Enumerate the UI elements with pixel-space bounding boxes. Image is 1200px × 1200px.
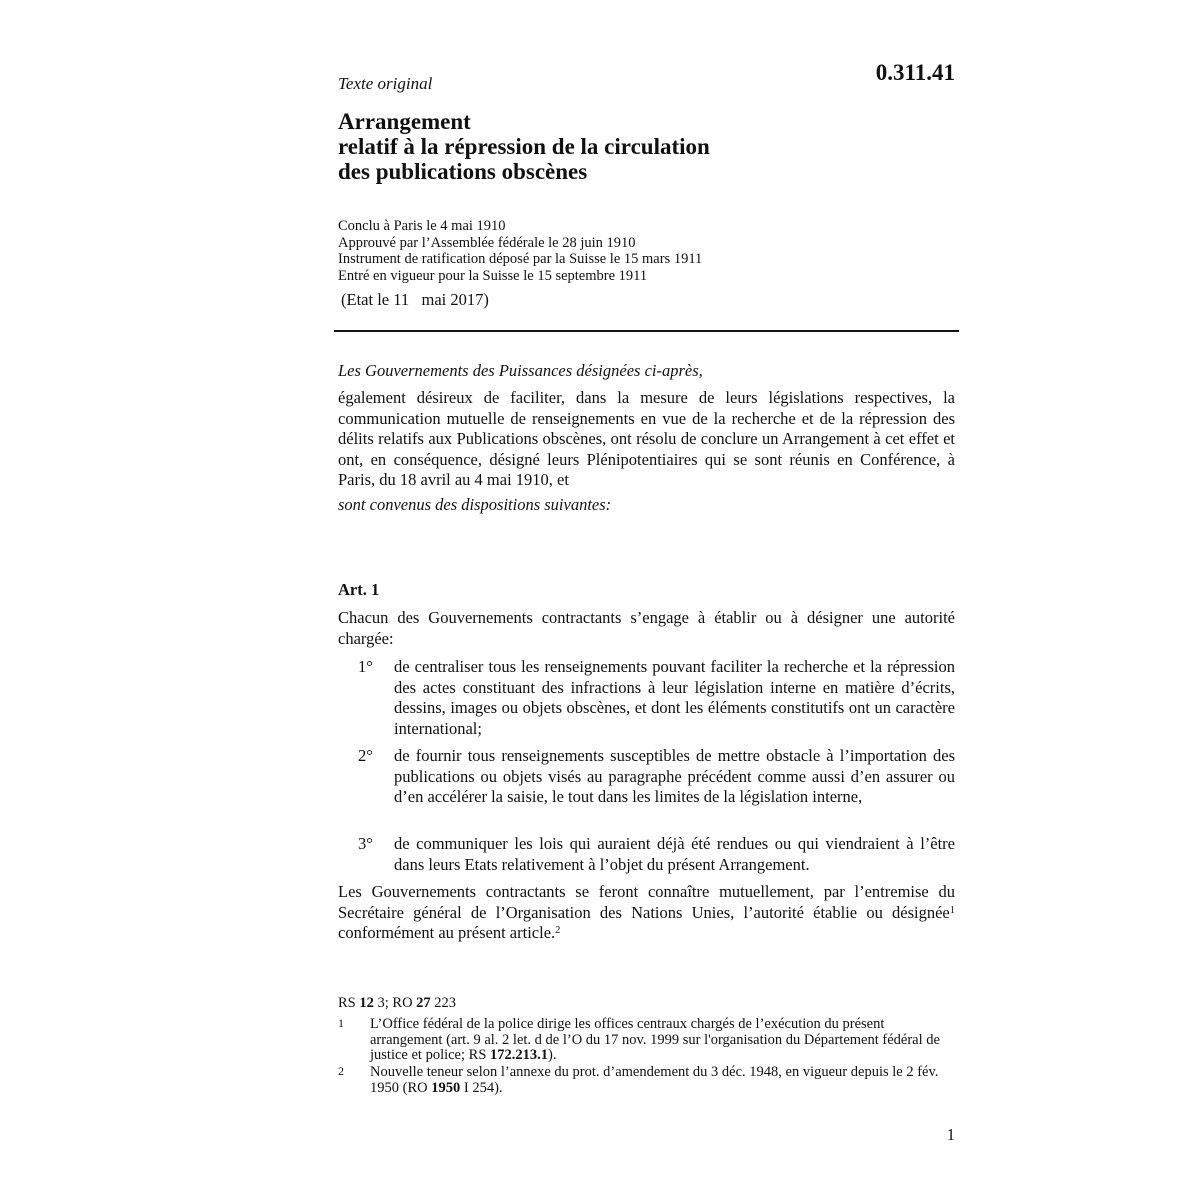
list-item-number: 3° [358, 834, 373, 853]
footnote-1-text: L’Office fédéral de la police dirige les offices centraux chargés de l’exécution du présent arrangement (art. 9 al. 2 let. d de l’O du 17 nov. 1999 sur l'organisation du Département fédéral de justice et police; RS 172.213.1). [370, 1016, 940, 1063]
final-text-b: conformément au présent article. [338, 923, 556, 942]
meta-ratified: Instrument de ratification déposé par la Suisse le 15 mars 1911 [338, 251, 703, 267]
preamble-body: également désireux de faciliter, dans la mesure de leurs législations respectives, la communication mutuelle de renseignements en vue de la recherche et de la répression des délits relatifs aux Publications obscènes, ont résolu de conclure un Arrangement à cet effet et ont, en conséquence, désigné leurs Plénipotentiaires qui se sont réunis en Conférence, à Paris, du 18 avril au 4 mai 1910, et [338, 388, 955, 489]
list-item-text: de fournir tous renseignements susceptibles de mettre obstacle à l’importation des publications ou objets visés au paragraphe précédent comme aussi d’en assurer ou d’en accélérer la saisie, le tout dans les limites de la législation interne, [394, 746, 955, 806]
meta-in-force: Entré en vigueur pour la Suisse le 15 septembre 1911 [338, 267, 648, 284]
article-1-heading: Art. 1 [338, 580, 380, 599]
preamble-closing: sont convenus des dispositions suivantes: [338, 495, 612, 514]
sr-number: 0.311.41 [875, 60, 955, 85]
list-item-text: de communiquer les lois qui auraient déjà été rendues ou qui viendraient à l’être dans leurs Etats relativement à l’objet du présent Arrangement. [394, 834, 955, 874]
list-item-number: 1° [358, 657, 373, 676]
title-line-2: relatif à la répression de la circulation [338, 134, 710, 159]
document-title [338, 109, 958, 184]
footnote-ref-2[interactable]: 2 [555, 925, 561, 936]
header-divider [334, 330, 959, 332]
status-date: (Etat le 11 mai 2017) [341, 290, 489, 309]
list-item-text: de centraliser tous les renseignements pouvant faciliter la recherche et la répression des actes constituant des infractions à leur législation interne en matière d’écrits, dessins, images ou objets obscènes, et dont les éléments constitutifs ont un caractère international; [394, 657, 955, 738]
article-1-intro: Chacun des Gouvernements contractants s’engage à établir ou à désigner une autorité chargée: [338, 608, 955, 648]
document-type-label: Texte original [338, 74, 433, 93]
final-text-a: Les Gouvernements contractants se feront connaître mutuellement, par l’entremise du Secrétaire général de l’Organisation des Nations Unies, l’autorité établie ou désignée [338, 882, 955, 922]
article-1-final-paragraph [338, 882, 955, 944]
page-number: 1 [946, 1125, 955, 1144]
title-line-3: des publications obscènes [338, 159, 588, 184]
preamble-intro: Les Gouvernements des Puissances désignées ci-après, [338, 361, 703, 380]
footnote-source: RS 12 3; RO 27 223 [338, 995, 457, 1011]
footnote-2-text: Nouvelle teneur selon l’annexe du prot. d’amendement du 3 déc. 1948, en vigueur depuis le 2 fév. 1950 (RO 1950 I 254). [370, 1064, 939, 1096]
footnote-1-number: 1 [338, 1016, 344, 1030]
meta-concluded: Conclu à Paris le 4 mai 1910 [338, 218, 506, 234]
footnote-ref-1[interactable]: 1 [949, 904, 955, 916]
meta-approved: Approuvé par l’Assemblée fédérale le 28 juin 1910 [338, 234, 636, 251]
footnote-2-number: 2 [338, 1064, 344, 1078]
ratification-metadata [338, 218, 958, 284]
list-item-number: 2° [358, 746, 373, 765]
title-line-1: Arrangement [338, 109, 471, 134]
